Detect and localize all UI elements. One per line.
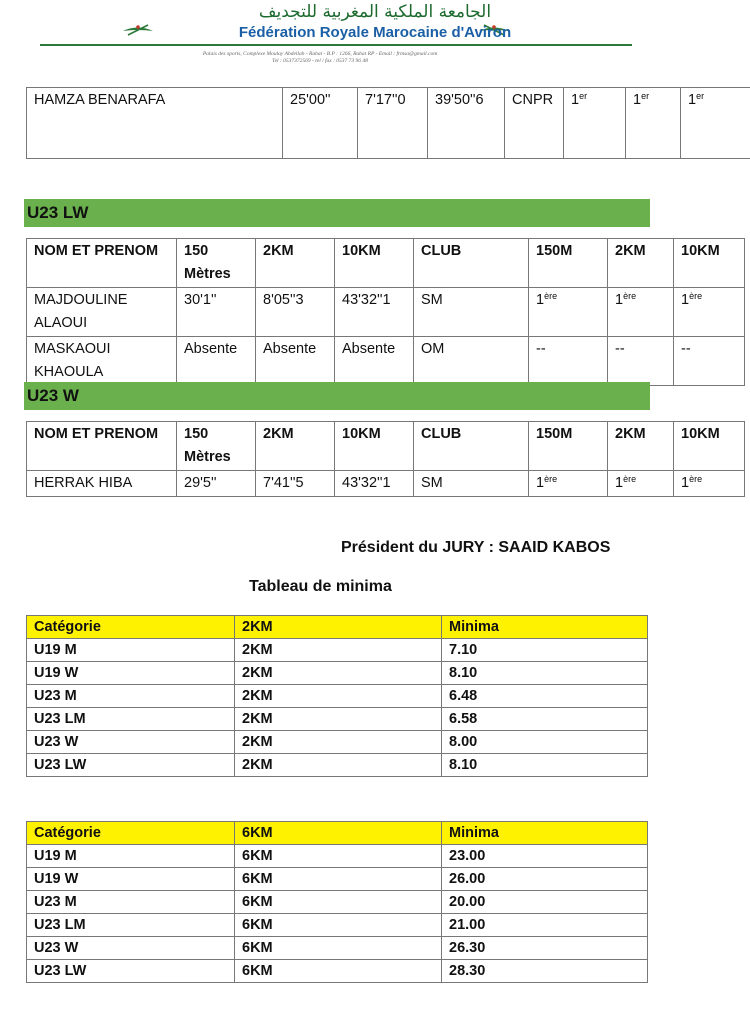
minima-table-2km bbox=[26, 615, 648, 777]
minima-value: 7.10 bbox=[442, 639, 648, 662]
col-header-name: NOM ET PRENOM bbox=[27, 239, 177, 288]
col-header-distance: 2KM bbox=[235, 616, 442, 639]
time-150: 30'1'' bbox=[177, 288, 256, 337]
table-row bbox=[27, 960, 648, 983]
distance: 2KM bbox=[235, 708, 442, 731]
address-line-2: Tel : 0537372569 - tel / fax : 0537 73 96 48 bbox=[272, 58, 368, 64]
minima-title: Tableau de minima bbox=[249, 578, 392, 595]
rank-2km: 1ère bbox=[608, 471, 674, 497]
col-header-club: CLUB bbox=[414, 422, 529, 471]
table-row bbox=[27, 754, 648, 777]
category: U23 LW bbox=[27, 960, 235, 983]
time-10km: 39'50''6 bbox=[428, 88, 505, 159]
section-title-u23-lw: U23 LW bbox=[24, 199, 650, 227]
athlete-name: HERRAK HIBA bbox=[27, 471, 177, 497]
table-row bbox=[27, 708, 648, 731]
col-header-10km: 10KM bbox=[335, 422, 414, 471]
federation-address bbox=[120, 51, 520, 65]
minima-value: 8.00 bbox=[442, 731, 648, 754]
category: U23 M bbox=[27, 891, 235, 914]
minima-value: 8.10 bbox=[442, 662, 648, 685]
rank-10km: -- bbox=[674, 337, 745, 386]
col-header-minima: Minima bbox=[442, 616, 648, 639]
distance: 6KM bbox=[235, 891, 442, 914]
distance: 2KM bbox=[235, 754, 442, 777]
col-header-rank-10km: 10KM bbox=[674, 239, 745, 288]
table-row bbox=[27, 937, 648, 960]
table-header-row bbox=[27, 422, 745, 471]
distance: 2KM bbox=[235, 639, 442, 662]
distance: 2KM bbox=[235, 662, 442, 685]
jury-president: Président du JURY : SAAID KABOS bbox=[341, 539, 611, 556]
col-header-rank-2km: 2KM bbox=[608, 422, 674, 471]
category: U23 LM bbox=[27, 914, 235, 937]
time-150: Absente bbox=[177, 337, 256, 386]
minima-value: 6.48 bbox=[442, 685, 648, 708]
minima-value: 28.30 bbox=[442, 960, 648, 983]
category: U19 W bbox=[27, 868, 235, 891]
section-title-u23-w: U23 W bbox=[24, 382, 650, 410]
minima-value: 23.00 bbox=[442, 845, 648, 868]
header-divider bbox=[40, 44, 632, 46]
rank-2km: -- bbox=[608, 337, 674, 386]
category: U19 W bbox=[27, 662, 235, 685]
col-header-150: 150 Mètres bbox=[177, 239, 256, 288]
category: U19 M bbox=[27, 639, 235, 662]
results-table-u23-w bbox=[26, 421, 745, 497]
col-header-name: NOM ET PRENOM bbox=[27, 422, 177, 471]
athlete-name: MAJDOULINE ALAOUI bbox=[27, 288, 177, 337]
distance: 6KM bbox=[235, 914, 442, 937]
time-2km: 7'41''5 bbox=[256, 471, 335, 497]
distance: 6KM bbox=[235, 845, 442, 868]
rank-10km: 1er bbox=[681, 88, 750, 159]
rank-150: 1ère bbox=[529, 471, 608, 497]
rank-2km: 1er bbox=[626, 88, 681, 159]
distance: 6KM bbox=[235, 868, 442, 891]
rank-150: 1er bbox=[564, 88, 626, 159]
minima-value: 20.00 bbox=[442, 891, 648, 914]
col-header-club: CLUB bbox=[414, 239, 529, 288]
col-header-rank-150: 150M bbox=[529, 239, 608, 288]
col-header-rank-150: 150M bbox=[529, 422, 608, 471]
time-150: 25'00'' bbox=[283, 88, 358, 159]
club: SM bbox=[414, 288, 529, 337]
minima-value: 21.00 bbox=[442, 914, 648, 937]
time-2km: 7'17''0 bbox=[358, 88, 428, 159]
rank-10km: 1ère bbox=[674, 471, 745, 497]
table-header-row bbox=[27, 239, 745, 288]
results-table-u23-lw bbox=[26, 238, 745, 386]
time-2km: Absente bbox=[256, 337, 335, 386]
time-10km: 43'32''1 bbox=[335, 471, 414, 497]
federation-name-arabic: الجامعة الملكية المغربية للتجديف bbox=[258, 2, 492, 22]
col-header-category: Catégorie bbox=[27, 616, 235, 639]
rank-10km: 1ère bbox=[674, 288, 745, 337]
federation-name-french: Fédération Royale Marocaine d'Aviron bbox=[238, 24, 512, 41]
athlete-name: HAMZA BENARAFA bbox=[27, 88, 283, 159]
distance: 2KM bbox=[235, 731, 442, 754]
distance: 2KM bbox=[235, 685, 442, 708]
table-row bbox=[27, 845, 648, 868]
table-row bbox=[27, 685, 648, 708]
table-row bbox=[27, 288, 745, 337]
table-row bbox=[27, 88, 750, 159]
table-row bbox=[27, 891, 648, 914]
minima-value: 6.58 bbox=[442, 708, 648, 731]
table-row bbox=[27, 731, 648, 754]
club: SM bbox=[414, 471, 529, 497]
minima-value: 26.30 bbox=[442, 937, 648, 960]
time-10km: 43'32''1 bbox=[335, 288, 414, 337]
distance: 6KM bbox=[235, 937, 442, 960]
rank-150: 1ère bbox=[529, 288, 608, 337]
category: U23 LM bbox=[27, 708, 235, 731]
table-row bbox=[27, 337, 745, 386]
athlete-name: MASKAOUI KHAOULA bbox=[27, 337, 177, 386]
table-row bbox=[27, 662, 648, 685]
category: U23 M bbox=[27, 685, 235, 708]
category: U23 W bbox=[27, 937, 235, 960]
distance: 6KM bbox=[235, 960, 442, 983]
rank-150: -- bbox=[529, 337, 608, 386]
col-header-2km: 2KM bbox=[256, 422, 335, 471]
col-header-category: Catégorie bbox=[27, 822, 235, 845]
col-header-2km: 2KM bbox=[256, 239, 335, 288]
table-row bbox=[27, 639, 648, 662]
time-150: 29'5'' bbox=[177, 471, 256, 497]
minima-value: 8.10 bbox=[442, 754, 648, 777]
col-header-rank-10km: 10KM bbox=[674, 422, 745, 471]
table-row bbox=[27, 868, 648, 891]
col-header-150: 150 Mètres bbox=[177, 422, 256, 471]
minima-table-6km bbox=[26, 821, 648, 983]
col-header-10km: 10KM bbox=[335, 239, 414, 288]
col-header-distance: 6KM bbox=[235, 822, 442, 845]
club: OM bbox=[414, 337, 529, 386]
category: U23 W bbox=[27, 731, 235, 754]
time-10km: Absente bbox=[335, 337, 414, 386]
minima-value: 26.00 bbox=[442, 868, 648, 891]
category: U19 M bbox=[27, 845, 235, 868]
col-header-minima: Minima bbox=[442, 822, 648, 845]
club: CNPR bbox=[505, 88, 564, 159]
category: U23 LW bbox=[27, 754, 235, 777]
address-line-1: Palais des sports, Complexe Moulay Abdellah - Rabat - B.P : 1266, Rabat RP - Email : frmsa@gmail.com bbox=[202, 51, 438, 57]
col-header-rank-2km: 2KM bbox=[608, 239, 674, 288]
results-table-continued bbox=[26, 87, 750, 159]
table-header-row bbox=[27, 822, 648, 845]
time-2km: 8'05''3 bbox=[256, 288, 335, 337]
table-row bbox=[27, 914, 648, 937]
table-row bbox=[27, 471, 745, 497]
rank-2km: 1ère bbox=[608, 288, 674, 337]
table-header-row bbox=[27, 616, 648, 639]
